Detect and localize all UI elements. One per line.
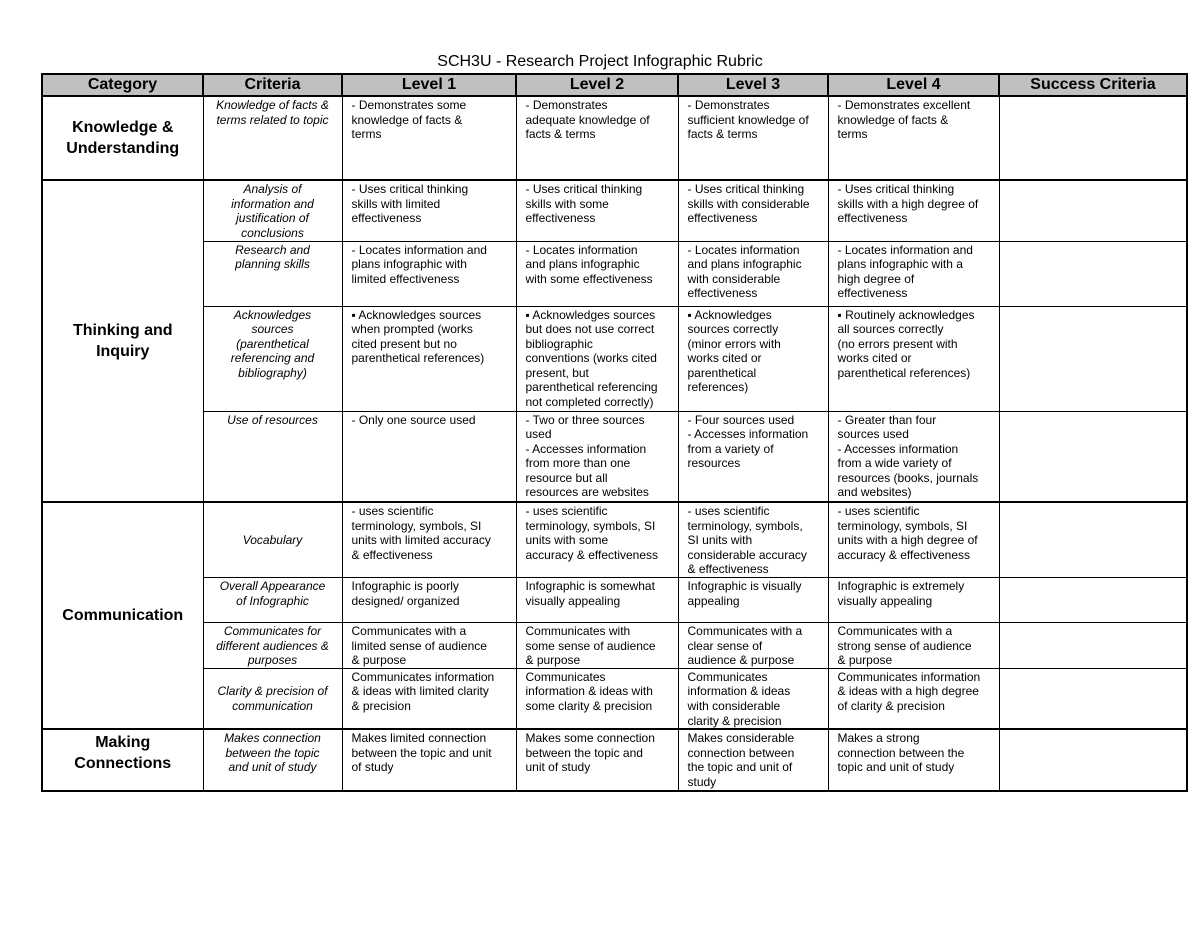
- header-level-4: Level 4: [828, 74, 999, 96]
- criteria-cell: Research and planning skills: [203, 241, 342, 306]
- rubric-table: [41, 73, 1188, 792]
- category-communication: Communication: [42, 502, 203, 729]
- criteria-cell: Overall Appearance of Infographic: [203, 577, 342, 622]
- success-criteria-cell: [999, 306, 1187, 411]
- level-2-cell: Communicates information & ideas with some clarity & precision: [516, 668, 678, 729]
- success-criteria-cell: [999, 622, 1187, 668]
- level-1-cell: Communicates information & ideas with limited clarity & precision: [342, 668, 516, 729]
- success-criteria-cell: [999, 729, 1187, 790]
- rubric-row: [42, 96, 1187, 180]
- level-1-cell: - Locates information and plans infographic with limited effectiveness: [342, 241, 516, 306]
- level-2-cell: Infographic is somewhat visually appealing: [516, 577, 678, 622]
- header-category: Category: [42, 74, 203, 96]
- rubric-row: [42, 180, 1187, 241]
- level-3-cell: Communicates information & ideas with considerable clarity & precision: [678, 668, 828, 729]
- level-3-cell: - uses scientific terminology, symbols, SI units with considerable accuracy & effectiveness: [678, 502, 828, 577]
- criteria-cell: Communicates for different audiences & purposes: [203, 622, 342, 668]
- rubric-row: [42, 306, 1187, 411]
- level-3-cell: - Uses critical thinking skills with considerable effectiveness: [678, 180, 828, 241]
- criteria-cell: Makes connection between the topic and unit of study: [203, 729, 342, 790]
- level-3-cell: - Demonstrates sufficient knowledge of facts & terms: [678, 96, 828, 180]
- level-3-cell: Communicates with a clear sense of audience & purpose: [678, 622, 828, 668]
- success-criteria-cell: [999, 411, 1187, 502]
- level-1-cell: - uses scientific terminology, symbols, SI units with limited accuracy & effectiveness: [342, 502, 516, 577]
- level-2-cell: ▪ Acknowledges sources but does not use correct bibliographic conventions (works cited present, but parenthetical referencing not completed correctly): [516, 306, 678, 411]
- criteria-cell: Clarity & precision of communication: [203, 668, 342, 729]
- rubric-row: [42, 668, 1187, 729]
- criteria-cell: Knowledge of facts & terms related to topic: [203, 96, 342, 180]
- criteria-cell: Acknowledges sources (parenthetical referencing and bibliography): [203, 306, 342, 411]
- category-knowledge-understanding: Knowledge & Understanding: [42, 96, 203, 180]
- level-1-cell: Makes limited connection between the topic and unit of study: [342, 729, 516, 790]
- level-2-cell: - Uses critical thinking skills with some effectiveness: [516, 180, 678, 241]
- level-4-cell: - Locates information and plans infographic with a high degree of effectiveness: [828, 241, 999, 306]
- level-4-cell: Communicates information & ideas with a high degree of clarity & precision: [828, 668, 999, 729]
- criteria-cell: Use of resources: [203, 411, 342, 502]
- header-level-2: Level 2: [516, 74, 678, 96]
- level-3-cell: Infographic is visually appealing: [678, 577, 828, 622]
- document-title: SCH3U - Research Project Infographic Rubric: [437, 53, 763, 70]
- level-2-cell: - Two or three sources used - Accesses information from more than one resource but all resources are websites: [516, 411, 678, 502]
- level-1-cell: ▪ Acknowledges sources when prompted (works cited present but no parenthetical references): [342, 306, 516, 411]
- level-3-cell: - Four sources used - Accesses information from a variety of resources: [678, 411, 828, 502]
- rubric-row: [42, 729, 1187, 790]
- criteria-cell: Vocabulary: [203, 502, 342, 577]
- level-1-cell: - Uses critical thinking skills with limited effectiveness: [342, 180, 516, 241]
- success-criteria-cell: [999, 96, 1187, 180]
- level-4-cell: Communicates with a strong sense of audience & purpose: [828, 622, 999, 668]
- header-level-3: Level 3: [678, 74, 828, 96]
- success-criteria-cell: [999, 241, 1187, 306]
- header-success-criteria: Success Criteria: [999, 74, 1187, 96]
- header-criteria: Criteria: [203, 74, 342, 96]
- rubric-row: [42, 577, 1187, 622]
- category-making-connections: Making Connections: [42, 729, 203, 790]
- rubric-row: [42, 622, 1187, 668]
- level-4-cell: Makes a strong connection between the topic and unit of study: [828, 729, 999, 790]
- level-4-cell: - Uses critical thinking skills with a high degree of effectiveness: [828, 180, 999, 241]
- header-level-1: Level 1: [342, 74, 516, 96]
- category-thinking-inquiry: Thinking and Inquiry: [42, 180, 203, 502]
- level-4-cell: ▪ Routinely acknowledges all sources correctly (no errors present with works cited or parenthetical references): [828, 306, 999, 411]
- success-criteria-cell: [999, 577, 1187, 622]
- rubric-row: [42, 411, 1187, 502]
- rubric-row: [42, 502, 1187, 577]
- level-4-cell: - Greater than four sources used - Accesses information from a wide variety of resources (books, journals and websites): [828, 411, 999, 502]
- level-3-cell: - Locates information and plans infographic with considerable effectiveness: [678, 241, 828, 306]
- success-criteria-cell: [999, 180, 1187, 241]
- level-2-cell: - Demonstrates adequate knowledge of facts & terms: [516, 96, 678, 180]
- level-2-cell: Communicates with some sense of audience & purpose: [516, 622, 678, 668]
- level-3-cell: ▪ Acknowledges sources correctly (minor errors with works cited or parenthetical references): [678, 306, 828, 411]
- level-1-cell: - Demonstrates some knowledge of facts & terms: [342, 96, 516, 180]
- level-4-cell: Infographic is extremely visually appealing: [828, 577, 999, 622]
- level-2-cell: - uses scientific terminology, symbols, SI units with some accuracy & effectiveness: [516, 502, 678, 577]
- rubric-row: [42, 241, 1187, 306]
- success-criteria-cell: [999, 502, 1187, 577]
- level-2-cell: - Locates information and plans infographic with some effectiveness: [516, 241, 678, 306]
- level-4-cell: - uses scientific terminology, symbols, SI units with a high degree of accuracy & effectiveness: [828, 502, 999, 577]
- success-criteria-cell: [999, 668, 1187, 729]
- level-1-cell: Infographic is poorly designed/ organized: [342, 577, 516, 622]
- criteria-cell: Analysis of information and justification of conclusions: [203, 180, 342, 241]
- level-1-cell: Communicates with a limited sense of audience & purpose: [342, 622, 516, 668]
- level-2-cell: Makes some connection between the topic and unit of study: [516, 729, 678, 790]
- level-3-cell: Makes considerable connection between the topic and unit of study: [678, 729, 828, 790]
- level-4-cell: - Demonstrates excellent knowledge of facts & terms: [828, 96, 999, 180]
- level-1-cell: - Only one source used: [342, 411, 516, 502]
- header-row: [42, 74, 1187, 96]
